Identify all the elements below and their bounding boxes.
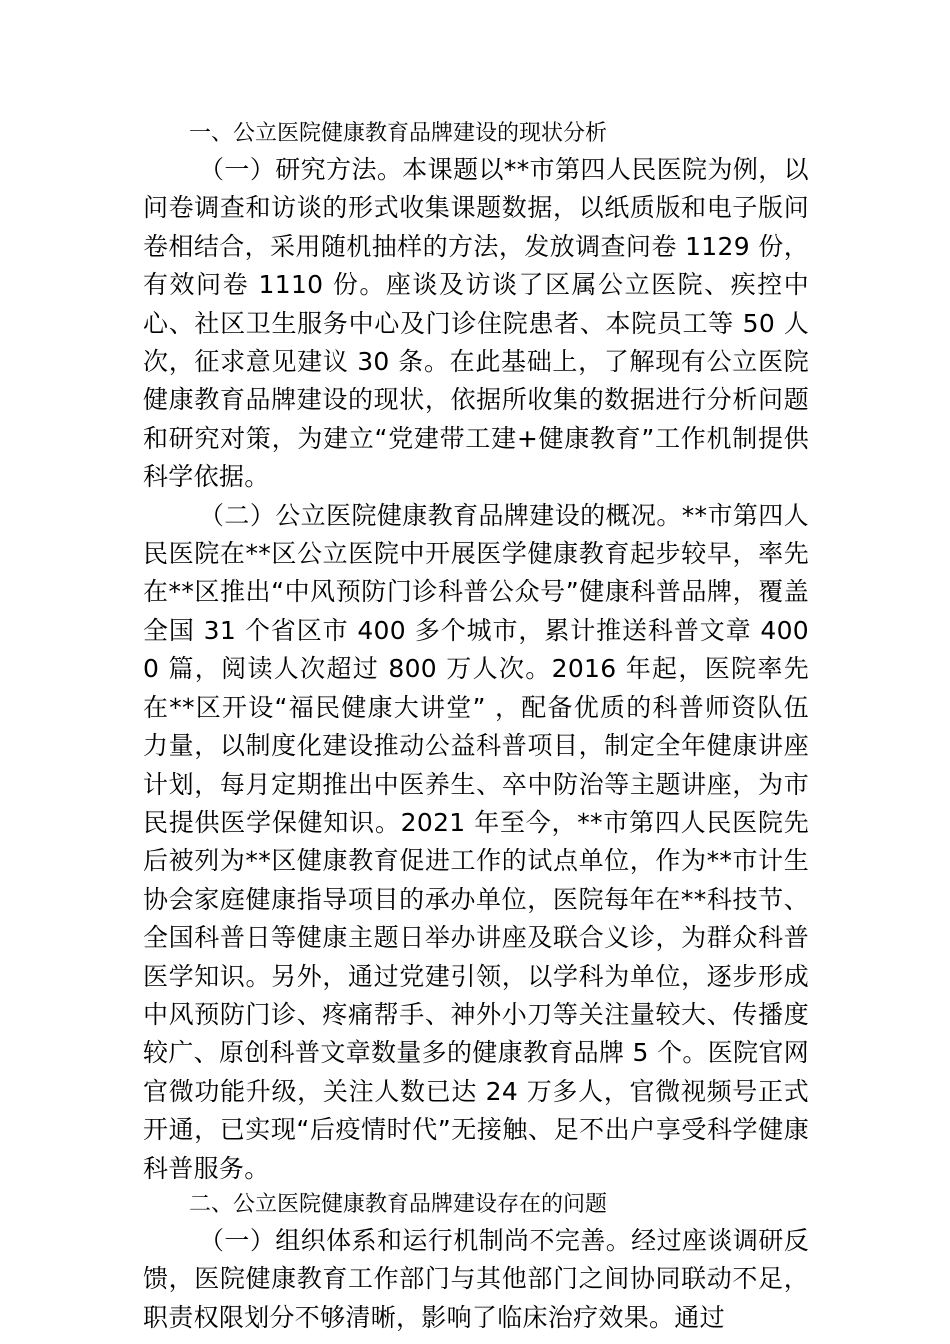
paragraph-overview: （二）公立医院健康教育品牌建设的概况。**市第四人民医院在**区公立医院中开展医学健康教育起步较早，率先在**区推出“中风预防门诊科普公众号”健康科普品牌，覆盖全国 31 个省区市 400 多个城市，累计推送科普文章 4000 篇，阅读人次超过 800 万人次。2016 年起，医院率先在**区开设“福民健康大讲堂” ，配备优质的科普师资队伍力量，以制度化建设推动公益科普项目，制定全年健康讲座计划，每月定期推出中医养生、卒中防治等主题讲座，为市民提供医学保健知识。2021 年至今，**市第四人民医院先后被列为**区健康教育促进工作的试点单位，作为**市计生协会家庭健康指导项目的承办单位，医院每年在**科技节、全国科普日等健康主题日举办讲座及联合义诊，为群众科普医学知识。另外，通过党建引领，以学科为单位，逐步形成中风预防门诊、疼痛帮手、神外小刀等关注量较大、传播度较广、原创科普文章数量多的健康教育品牌 5 个。医院官网官微功能升级，关注人数已达 24 万多人，官微视频号正式开通，已实现“后疫情时代”无接触、足不出户享受科学健康科普服务。 [143, 500, 809, 1183]
section-heading-1: 一、公立医院健康教育品牌建设的现状分析 [189, 121, 608, 146]
document-body [143, 117, 809, 1337]
paragraph-organization: （一）组织体系和运行机制尚不完善。经过座谈调研反馈，医院健康教育工作部门与其他部门之间协同联动不足，职责权限划分不够清晰，影响了临床治疗效果。通过 [143, 1225, 809, 1332]
paragraph-research-method: （一）研究方法。本课题以**市第四人民医院为例，以问卷调查和访谈的形式收集课题数据，以纸质版和电子版问卷相结合，采用随机抽样的方法，发放调查问卷 1129 份，有效问卷 1110 份。座谈及访谈了区属公立医院、疾控中心、社区卫生服务中心及门诊住院患者、本院员工等 50 人次，征求意见建议 30 条。在此基础上，了解现有公立医院健康教育品牌建设的现状，依据所收集的数据进行分析问题和研究对策，为建立“党建带工建+健康教育”工作机制提供科学依据。 [143, 155, 809, 492]
section-heading-2: 二、公立医院健康教育品牌建设存在的问题 [189, 1191, 608, 1217]
